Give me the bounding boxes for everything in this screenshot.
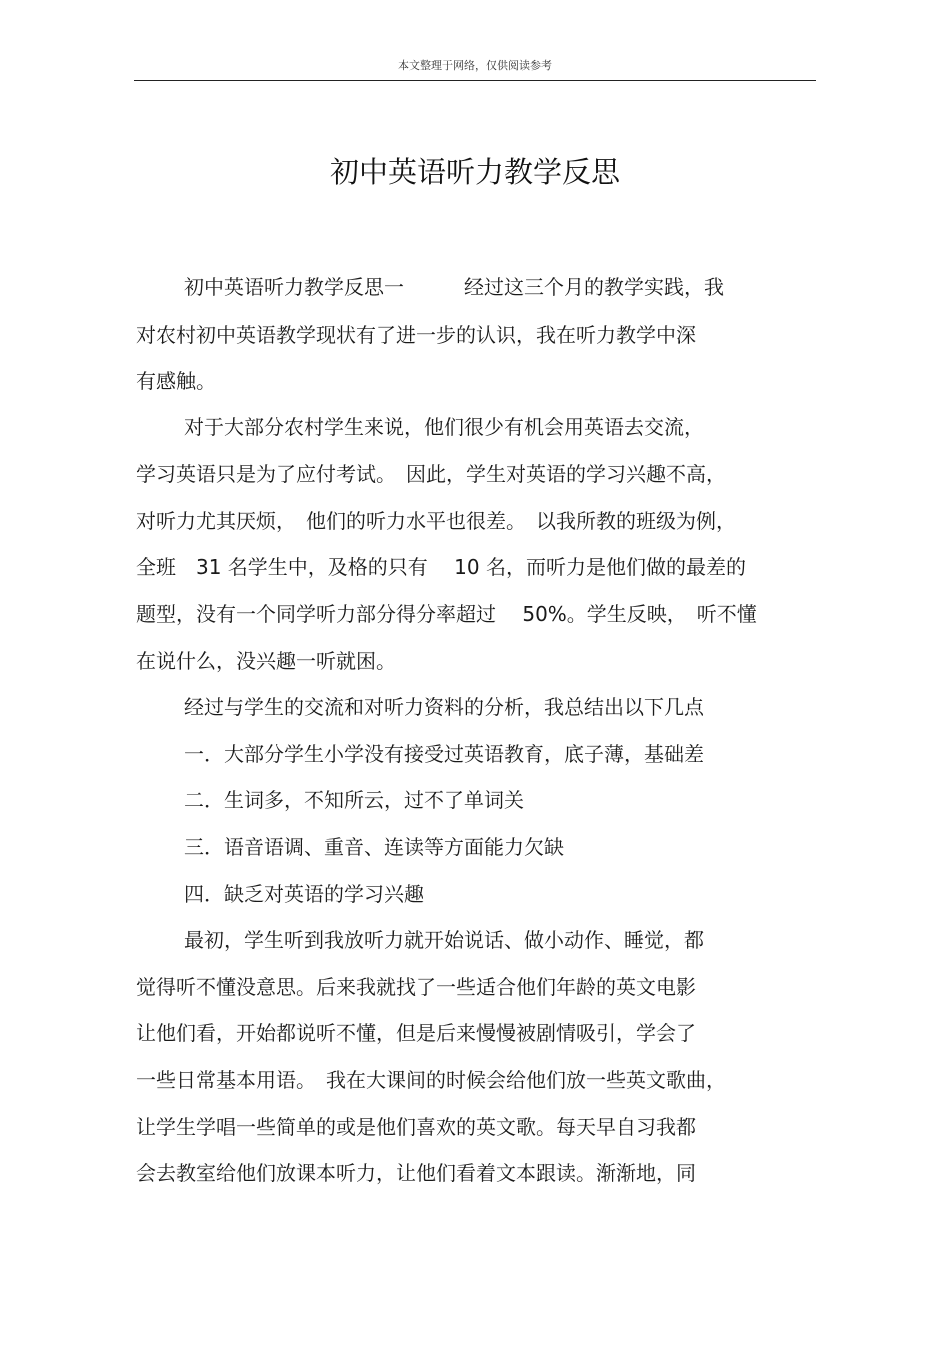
header-divider <box>134 80 816 81</box>
paragraph-line: 对于大部分农村学生来说，他们很少有机会用英语去交流， <box>184 415 704 439</box>
paragraph-line: 对听力尤其厌烦， 他们的听力水平也很差。 以我所教的班级为例， <box>136 509 736 533</box>
paragraph-line: 一些日常基本用语。 我在大课间的时候会给他们放一些英文歌曲， <box>136 1068 726 1092</box>
paragraph-line: 在说什么，没兴趣一听就困。 <box>136 649 396 673</box>
paragraph-line: 学习英语只是为了应付考试。 因此，学生对英语的学习兴趣不高， <box>136 462 726 486</box>
list-item: 一．大部分学生小学没有接受过英语教育，底子薄，基础差 <box>184 742 704 766</box>
paragraph-line: 初中英语听力教学反思一 经过这三个月的教学实践，我 <box>184 275 724 299</box>
document-title: 初中英语听力教学反思 <box>329 155 620 189</box>
list-item: 四．缺乏对英语的学习兴趣 <box>184 882 424 906</box>
paragraph-line: 觉得听不懂没意思。后来我就找了一些适合他们年龄的英文电影 <box>136 975 696 999</box>
paragraph-line: 对农村初中英语教学现状有了进一步的认识，我在听力教学中深 <box>136 323 696 347</box>
paragraph-line: 会去教室给他们放课本听力，让他们看着文本跟读。渐渐地，同 <box>136 1161 696 1185</box>
list-item: 二．生词多，不知所云，过不了单词关 <box>184 788 524 812</box>
paragraph-line: 题型，没有一个同学听力部分得分率超过 50%。学生反映， 听不懂 <box>136 602 757 626</box>
paragraph-line: 全班 31 名学生中，及格的只有 10 名，而听力是他们做的最差的 <box>136 555 746 579</box>
page-header-note: 本文整理于网络，仅供阅读参考 <box>398 59 552 72</box>
paragraph-line: 让学生学唱一些简单的或是他们喜欢的英文歌。每天早自习我都 <box>136 1115 696 1139</box>
list-item: 三．语音语调、重音、连读等方面能力欠缺 <box>184 835 564 859</box>
paragraph-line: 经过与学生的交流和对听力资料的分析，我总结出以下几点 <box>184 695 704 719</box>
paragraph-line: 有感触。 <box>136 369 216 393</box>
paragraph-line: 让他们看，开始都说听不懂，但是后来慢慢被剧情吸引，学会了 <box>136 1021 696 1045</box>
paragraph-line: 最初，学生听到我放听力就开始说话、做小动作、睡觉，都 <box>184 928 704 952</box>
